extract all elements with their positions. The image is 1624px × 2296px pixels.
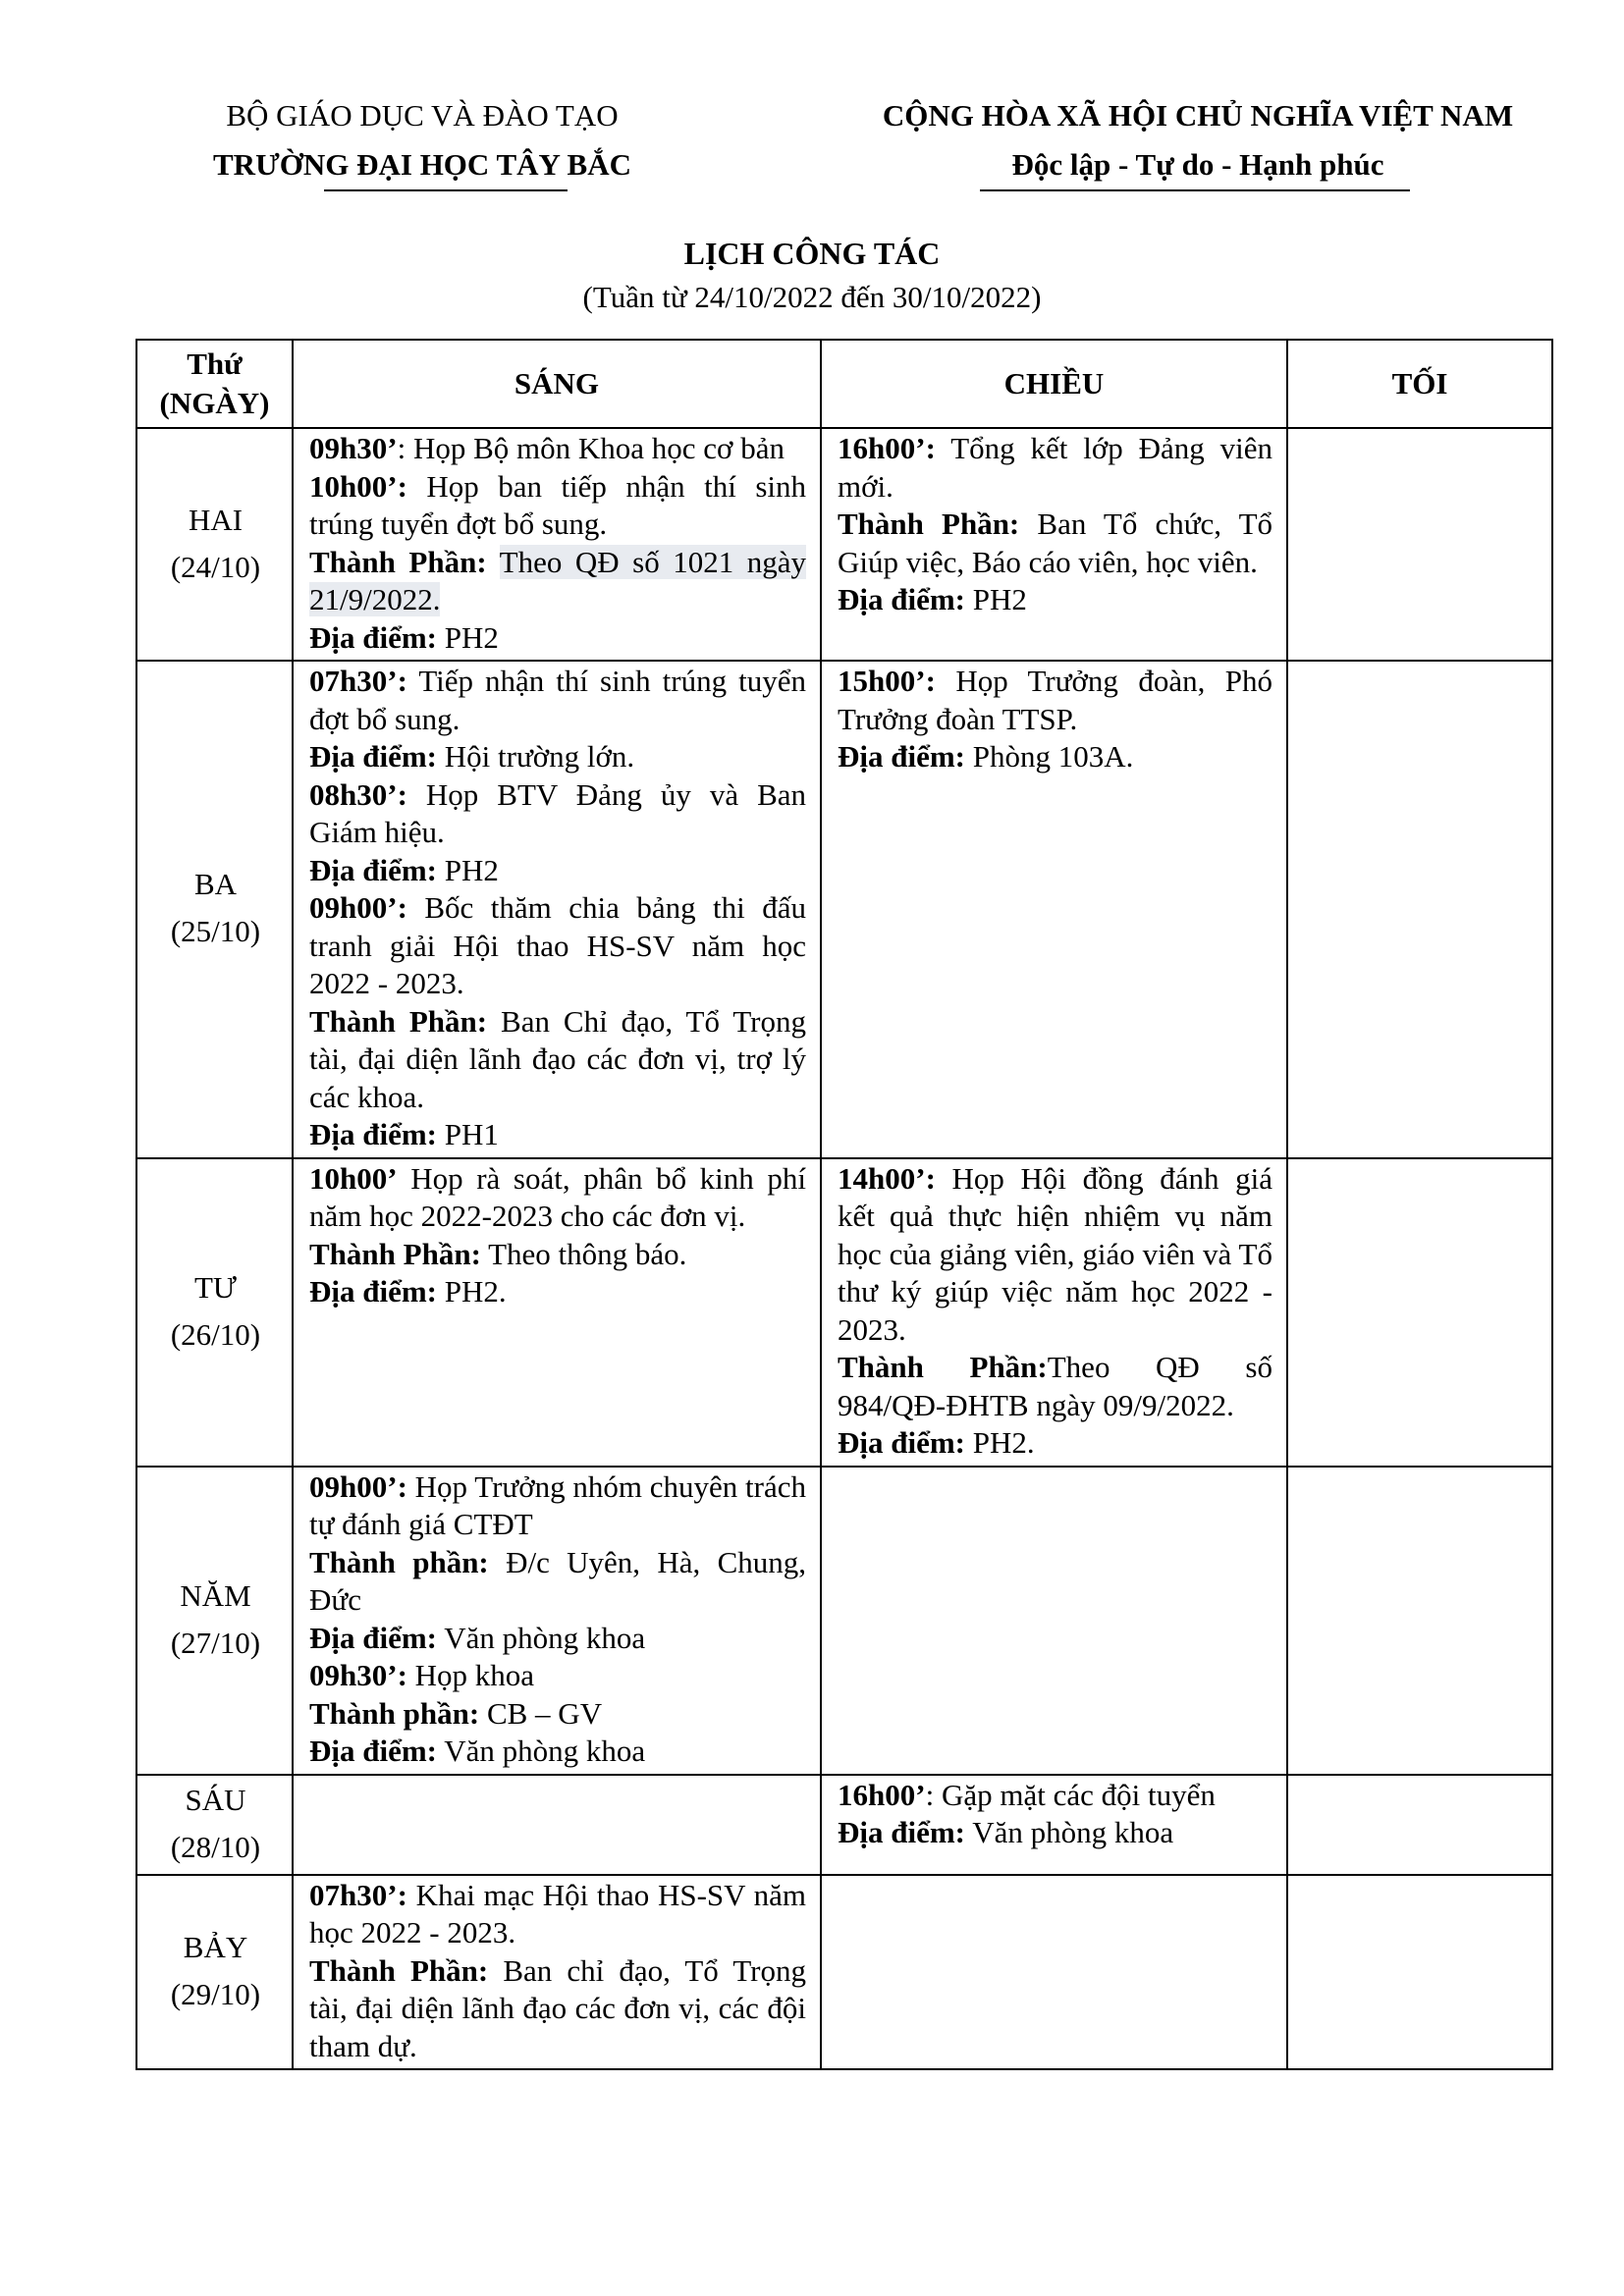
entry-text: Theo QĐ số 1021 ngày 21/9/2022. xyxy=(309,544,807,616)
entry-separator xyxy=(487,1004,501,1039)
entry-separator xyxy=(437,853,445,887)
day-cell xyxy=(136,428,293,661)
entry-label: Thành Phần: xyxy=(309,1952,489,1988)
entry-label: Địa điểm: xyxy=(309,1274,438,1308)
entry-text: Ban chỉ đạo, Tổ Trọng tài, đại diện lãnh đạo các đơn vị, các đội tham dự. xyxy=(309,1952,806,2063)
header-right-underline xyxy=(980,189,1410,191)
schedule-entry xyxy=(309,1733,806,1771)
day-cell xyxy=(136,1775,293,1875)
entry-label: 09h30’ xyxy=(309,431,398,465)
entry-separator xyxy=(407,1469,415,1504)
entry-text: Gặp mặt các đội tuyển xyxy=(941,1777,1216,1812)
entry-label: 10h00’ xyxy=(309,1160,398,1196)
schedule-entry xyxy=(838,1349,1272,1424)
afternoon-cell xyxy=(821,1158,1287,1467)
day-name: HAI xyxy=(188,502,244,537)
entry-text: Theo QĐ số 984/QĐ-ĐHTB ngày 09/9/2022. xyxy=(838,1350,1272,1422)
schedule-entry xyxy=(838,738,1272,776)
national-motto: Độc lập - Tự do - Hạnh phúc xyxy=(1011,147,1384,182)
column-header-evening: TỐI xyxy=(1287,340,1552,428)
entry-label: Địa điểm: xyxy=(309,1117,438,1151)
entry-separator: : xyxy=(925,1777,942,1812)
entry-separator xyxy=(437,739,445,774)
schedule-header-row xyxy=(136,340,1552,428)
entry-separator xyxy=(936,1161,952,1196)
entry-text: Bốc thăm chia bảng thi đấu tranh giải Hội thao HS-SV năm học 2022 - 2023. xyxy=(309,890,806,1000)
entry-label: 09h30’: xyxy=(309,1658,407,1692)
afternoon-cell xyxy=(821,428,1287,661)
evening-cell xyxy=(1287,1467,1552,1775)
evening-cell xyxy=(1287,1158,1552,1467)
entry-label: Địa điểm: xyxy=(309,1734,438,1768)
entry-text: Họp BTV Đảng ủy và Ban Giám hiệu. xyxy=(309,776,807,849)
entry-separator xyxy=(437,1274,445,1308)
entry-text: Họp ban tiếp nhận thí sinh trúng tuyển đợt bổ sung. xyxy=(309,468,806,541)
morning-cell xyxy=(293,1875,821,2070)
schedule-entry xyxy=(838,1424,1272,1463)
schedule-entry xyxy=(309,544,806,619)
schedule-entry xyxy=(838,663,1272,738)
schedule-entry xyxy=(838,1777,1272,1815)
day-name: BA xyxy=(193,867,238,902)
entry-label: Thành Phần: xyxy=(309,544,487,579)
day-name: NĂM xyxy=(180,1577,251,1613)
entry-text: PH2 xyxy=(972,582,1027,616)
schedule-entry xyxy=(309,1620,806,1658)
schedule-entry xyxy=(309,1003,806,1117)
entry-text: PH1 xyxy=(444,1117,499,1151)
entry-text: Tiếp nhận thí sinh trúng tuyển đợt bổ sung. xyxy=(309,664,806,736)
schedule-entry xyxy=(309,1657,806,1695)
entry-separator xyxy=(407,1878,416,1912)
entry-text: Theo thông báo. xyxy=(488,1236,687,1271)
entry-label: Địa điểm: xyxy=(838,739,966,774)
day-date: (29/10) xyxy=(170,1976,261,2011)
schedule-entry xyxy=(309,663,806,738)
day-date: (26/10) xyxy=(170,1316,261,1352)
entry-separator xyxy=(965,1425,973,1460)
day-name: SÁU xyxy=(185,1782,246,1817)
day-cell xyxy=(136,1875,293,2070)
afternoon-cell xyxy=(821,1467,1287,1775)
schedule-row xyxy=(136,1875,1552,2070)
entry-separator xyxy=(965,739,973,774)
entry-text: CB – GV xyxy=(486,1695,603,1731)
entry-label: 07h30’: xyxy=(309,664,407,698)
schedule-row xyxy=(136,1158,1552,1467)
day-date: (28/10) xyxy=(170,1829,261,1864)
entry-label: Địa điểm: xyxy=(309,739,438,774)
schedule-entry xyxy=(309,889,806,1003)
column-header-day xyxy=(136,340,293,428)
day-cell xyxy=(136,1158,293,1467)
schedule-entry xyxy=(309,738,806,776)
entry-label: Địa điểm: xyxy=(309,619,438,655)
entry-text: Họp Bộ môn Khoa học cơ bản xyxy=(412,431,785,465)
university-name: TRƯỜNG ĐẠI HỌC TÂY BẮC xyxy=(213,147,631,182)
entry-label: Thành Phần: xyxy=(838,1350,1048,1384)
entry-text: Hội trường lớn. xyxy=(444,739,635,774)
entry-label: 16h00’: xyxy=(838,431,936,465)
schedule-table xyxy=(135,339,1553,2070)
schedule-row xyxy=(136,1775,1552,1875)
entry-text: PH2. xyxy=(972,1425,1035,1460)
entry-separator xyxy=(407,664,418,698)
ministry-name: BỘ GIÁO DỤC VÀ ĐÀO TẠO xyxy=(226,98,619,133)
page-subtitle: (Tuần từ 24/10/2022 đến 30/10/2022) xyxy=(582,280,1042,314)
entry-separator xyxy=(479,1696,487,1731)
afternoon-cell xyxy=(821,661,1287,1158)
entry-label: 10h00’: xyxy=(309,468,407,504)
schedule-entry xyxy=(838,506,1272,581)
entry-separator xyxy=(488,1953,503,1988)
schedule-entry xyxy=(309,1695,806,1734)
entry-text: Văn phòng khoa xyxy=(444,1620,646,1655)
entry-label: Địa điểm: xyxy=(838,1815,966,1849)
entry-label: Thành Phần: xyxy=(309,1003,488,1039)
entry-text: Họp Hội đồng đánh giá kết quả thực hiện nhiệm vụ năm học của giảng viên, giáo viên và Tổ thư ký giúp việc năm học 2022 - 2023. xyxy=(838,1160,1272,1347)
entry-label: 15h00’: xyxy=(838,664,936,698)
entry-label: 09h00’: xyxy=(309,1468,407,1504)
entry-label: 09h00’: xyxy=(309,890,407,925)
entry-text: Họp khoa xyxy=(414,1658,535,1692)
afternoon-cell xyxy=(821,1775,1287,1875)
national-header xyxy=(844,91,1551,189)
entry-separator xyxy=(965,582,973,616)
entry-label: 14h00’: xyxy=(838,1160,936,1196)
schedule-entry xyxy=(309,430,806,468)
day-name: TƯ xyxy=(194,1269,237,1305)
entry-text: Đ/c Uyên, Hà, Chung, Đức xyxy=(309,1544,806,1617)
entry-label: Địa điểm: xyxy=(309,1620,438,1655)
entry-separator xyxy=(1019,507,1037,541)
schedule-entry xyxy=(838,430,1272,506)
afternoon-cell xyxy=(821,1875,1287,2070)
entry-separator xyxy=(437,1117,445,1151)
entry-label: Địa điểm: xyxy=(309,852,438,887)
morning-cell xyxy=(293,1467,821,1775)
morning-cell xyxy=(293,661,821,1158)
day-name: BẢY xyxy=(183,1929,248,1964)
evening-cell xyxy=(1287,428,1552,661)
country-name: CỘNG HÒA XÃ HỘI CHỦ NGHĨA VIỆT NAM xyxy=(882,98,1514,133)
schedule-row xyxy=(136,661,1552,1158)
evening-cell xyxy=(1287,661,1552,1158)
schedule-row xyxy=(136,1467,1552,1775)
entry-label: Thành phần: xyxy=(309,1695,480,1731)
entry-label: 16h00’ xyxy=(838,1777,926,1812)
entry-label: Thành Phần: xyxy=(309,1236,481,1271)
entry-separator xyxy=(437,620,445,655)
schedule-entry xyxy=(309,619,806,658)
entry-text: PH2 xyxy=(444,852,499,887)
schedule-entry xyxy=(838,1814,1272,1852)
entry-separator xyxy=(489,1545,506,1579)
header-left-underline xyxy=(324,189,568,191)
schedule-entry xyxy=(309,852,806,890)
day-date: (25/10) xyxy=(170,914,261,949)
day-date: (27/10) xyxy=(170,1625,261,1660)
entry-text: PH2. xyxy=(444,1274,507,1308)
entry-separator: : xyxy=(397,431,413,465)
entry-text: Tổng kết lớp Đảng viên mới. xyxy=(838,431,1272,504)
entry-separator xyxy=(407,1658,415,1692)
entry-text: Họp rà soát, phân bổ kinh phí năm học 2022-2023 cho các đơn vị. xyxy=(309,1160,807,1233)
entry-separator xyxy=(407,890,424,925)
page-title: LỊCH CÔNG TÁC xyxy=(683,236,941,271)
entry-separator xyxy=(398,1161,411,1196)
schedule-entry xyxy=(309,1160,806,1236)
day-cell xyxy=(136,1467,293,1775)
day-cell xyxy=(136,661,293,1158)
entry-label: Thành Phần: xyxy=(838,507,1020,541)
entry-separator xyxy=(936,664,955,698)
entry-text: Ban Chỉ đạo, Tổ Trọng tài, đại diện lãnh đạo các đơn vị, trợ lý các khoa. xyxy=(309,1003,806,1114)
entry-label: Thành phần: xyxy=(309,1544,489,1579)
column-header-day-line2: (NGÀY) xyxy=(159,386,270,420)
schedule-entry xyxy=(309,1116,806,1154)
entry-text: Phòng 103A. xyxy=(972,739,1134,774)
entry-separator xyxy=(936,431,950,465)
schedule-entry xyxy=(309,1952,806,2066)
day-date: (24/10) xyxy=(170,549,261,584)
schedule-entry xyxy=(309,776,806,852)
schedule-entry xyxy=(838,1160,1272,1350)
schedule-entry xyxy=(309,1236,806,1274)
column-header-day-line1: Thứ xyxy=(187,347,243,381)
entry-text: Ban Tổ chức, Tổ Giúp việc, Báo cáo viên, học viên. xyxy=(838,507,1273,579)
entry-text: Họp Trưởng nhóm chuyên trách tự đánh giá CTĐT xyxy=(309,1468,806,1541)
ministry-header xyxy=(147,91,697,189)
column-header-afternoon: CHIỀU xyxy=(821,340,1287,428)
schedule-entry xyxy=(838,581,1272,619)
entry-text: PH2 xyxy=(444,619,499,655)
schedule-entry xyxy=(309,1273,806,1311)
morning-cell xyxy=(293,428,821,661)
morning-cell xyxy=(293,1775,821,1875)
evening-cell xyxy=(1287,1775,1552,1875)
entry-label: Địa điểm: xyxy=(838,582,966,616)
morning-cell xyxy=(293,1158,821,1467)
evening-cell xyxy=(1287,1875,1552,2070)
entry-separator xyxy=(407,469,426,504)
schedule-entry xyxy=(309,1468,806,1544)
entry-label: Địa điểm: xyxy=(838,1425,966,1460)
entry-label: 07h30’: xyxy=(309,1877,407,1912)
entry-text: Văn phòng khoa xyxy=(972,1815,1174,1849)
entry-separator xyxy=(487,545,500,579)
schedule-entry xyxy=(309,1877,806,1952)
entry-separator xyxy=(481,1237,488,1271)
entry-text: Họp Trưởng đoàn, Phó Trưởng đoàn TTSP. xyxy=(838,664,1272,736)
schedule-entry xyxy=(309,468,806,544)
entry-text: Khai mạc Hội thao HS-SV năm học 2022 - 2023. xyxy=(309,1877,807,1949)
entry-separator xyxy=(407,777,426,812)
entry-text: Văn phòng khoa xyxy=(444,1734,646,1768)
column-header-morning: SÁNG xyxy=(293,340,821,428)
schedule-row xyxy=(136,428,1552,661)
schedule-entry xyxy=(309,1544,806,1620)
entry-label: 08h30’: xyxy=(309,776,407,812)
